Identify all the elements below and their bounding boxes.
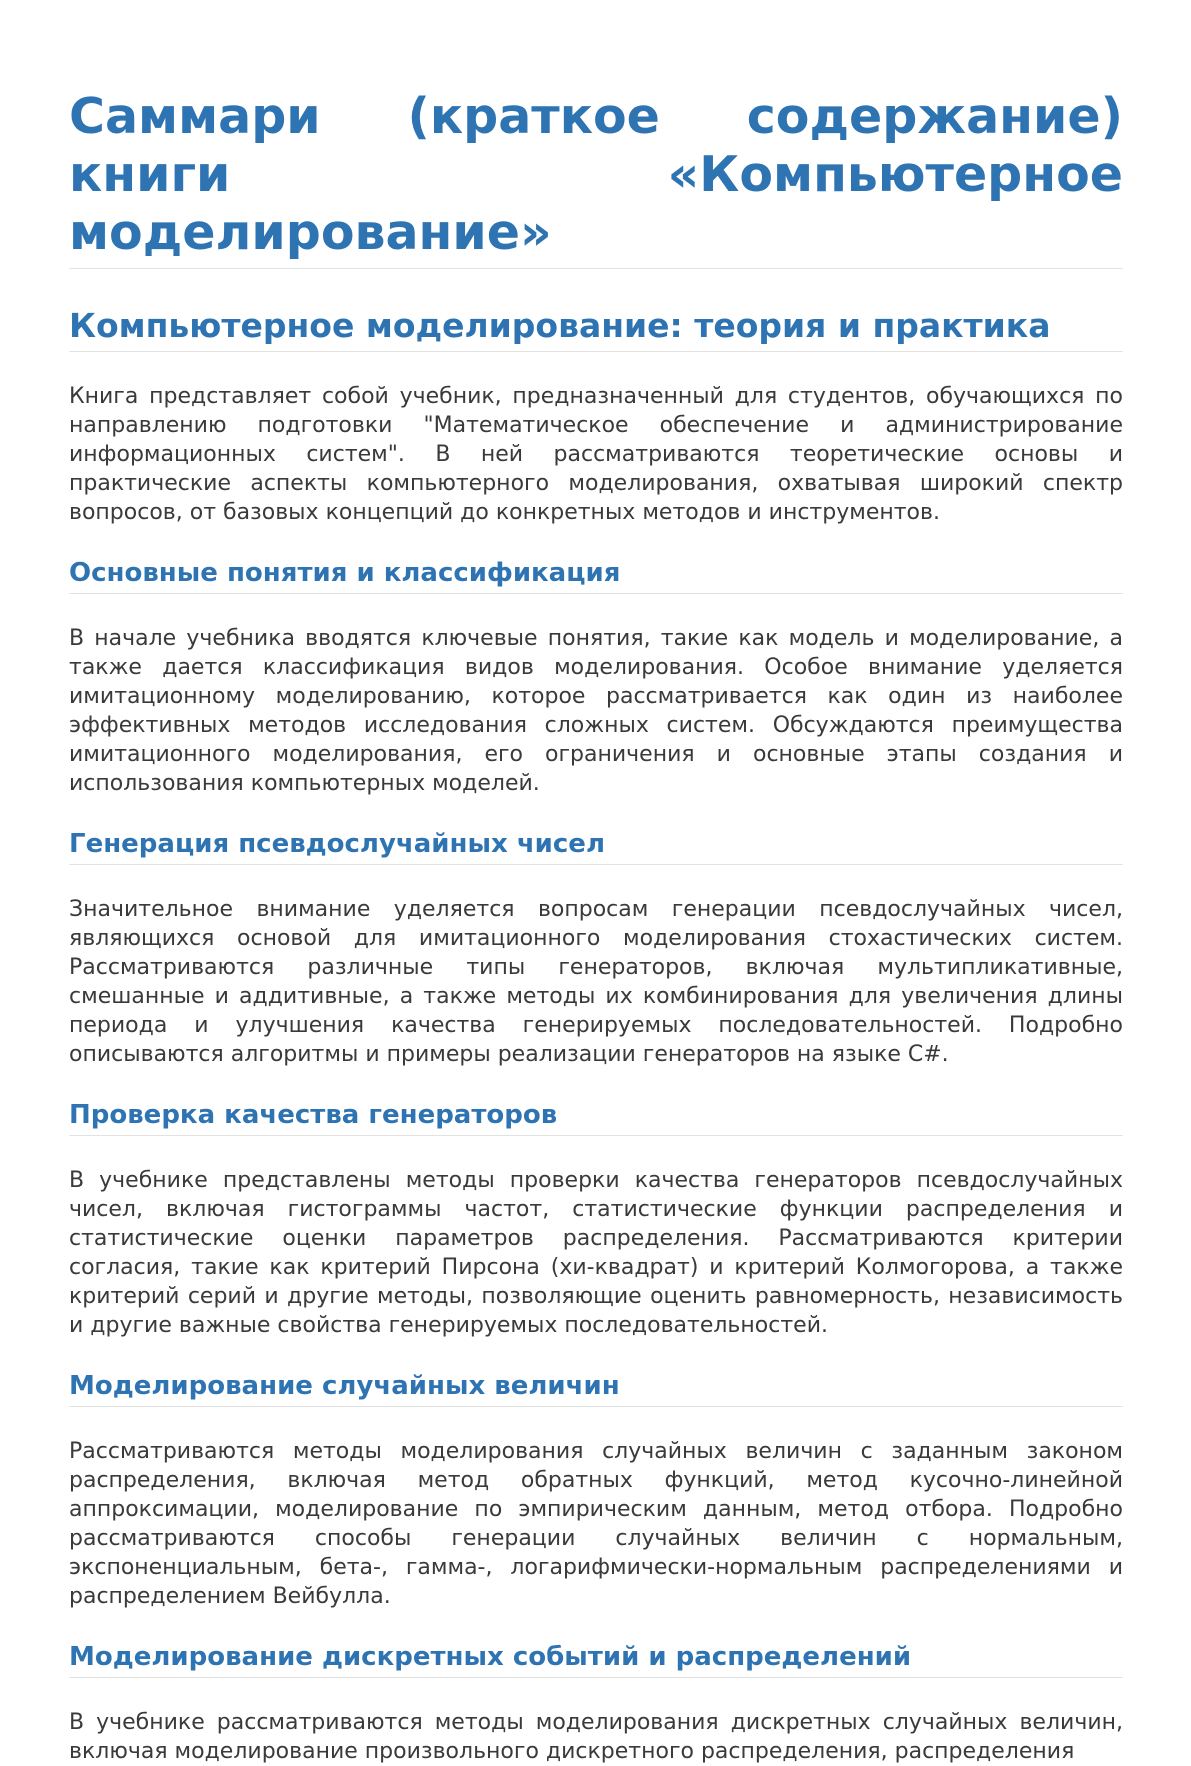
section-paragraph-prng: Значительное внимание уделяется вопросам генерации псевдослучайных чисел, являющихся основой для имитационного моделирования стохастических систем. Рассматриваются различные типы генераторов, включая мультипликативные, смешанные и аддитивные, а также методы их комбинирования для увеличения длины периода и улучшения качества генерируемых последовательностей. Подробно описываются алгоритмы и примеры реализации генераторов на языке C#. — [69, 897, 1123, 1067]
section-paragraph-discrete: В учебнике рассматриваются методы моделирования дискретных случайных величин, включая моделирование произвольного дискретного распределения, распределения — [69, 1710, 1123, 1764]
section-heading-discrete: Моделирование дискретных событий и распределений — [69, 1639, 1123, 1678]
section-heading-basics: Основные понятия и классификация — [69, 555, 1123, 594]
section-heading-prng: Генерация псевдослучайных чисел — [69, 826, 1123, 865]
section-paragraph-quality: В учебнике представлены методы проверки качества генераторов псевдослучайных чисел, включая гистограммы частот, статистические функции распределения и статистические оценки параметров распределения. Рассматриваются критерии согласия, такие как критерий Пирсона (хи-квадрат) и критерий Колмогорова, а также критерий серий и другие методы, позволяющие оценить равномерность, независимость и другие важные свойства генерируемых последовательностей. — [69, 1168, 1123, 1338]
section-heading-main: Компьютерное моделирование: теория и практика — [69, 303, 1123, 352]
section-heading-quality: Проверка качества генераторов — [69, 1097, 1123, 1136]
section-paragraph-random-variables: Рассматриваются методы моделирования случайных величин с заданным законом распределения, включая метод обратных функций, метод кусочно-линейной аппроксимации, моделирование по эмпирическим данным, метод отбора. Подробно рассматриваются способы генерации случайных величин с нормальным, экспоненциальным, бета-, гамма-, логарифмически-нормальным распределениями и распределением Вейбулла. — [69, 1439, 1123, 1609]
document-page — [69, 0, 1123, 1766]
section-paragraph-main: Книга представляет собой учебник, предназначенный для студентов, обучающихся по направлению подготовки "Математическое обеспечение и администрирование информационных систем". В ней рассматриваются теоретические основы и практические аспекты компьютерного моделирования, охватывая широкий спектр вопросов, от базовых концепций до конкретных методов и инструментов. — [69, 384, 1123, 525]
section-heading-random-variables: Моделирование случайных величин — [69, 1368, 1123, 1407]
section-paragraph-basics: В начале учебника вводятся ключевые понятия, такие как модель и моделирование, а также дается классификация видов моделирования. Особое внимание уделяется имитационному моделированию, которое рассматривается как один из наиболее эффективных методов исследования сложных систем. Обсуждаются преимущества имитационного моделирования, его ограничения и основные этапы создания и использования компьютерных моделей. — [69, 626, 1123, 796]
document-title: Саммари (краткое содержание) книги «Компьютерное моделирование» — [69, 0, 1123, 269]
